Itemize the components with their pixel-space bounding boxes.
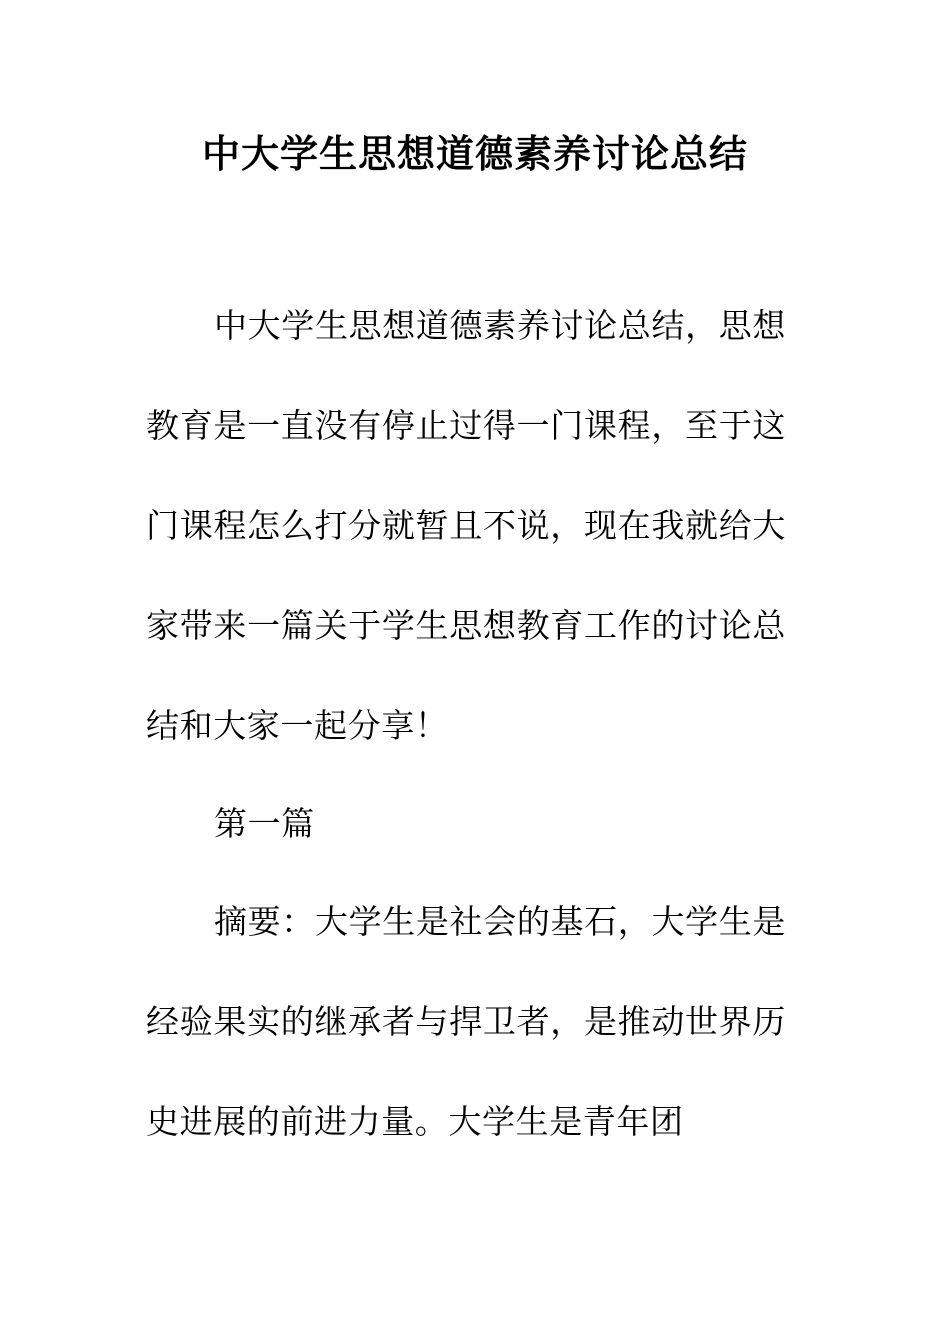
abstract-paragraph: 摘要：大学生是社会的基石，大学生是经验果实的继承者与捍卫者，是推动世界历史进展的前进力量。大学生是青年团 [146,902,786,1141]
section-heading: 第一篇 [214,804,315,843]
intro-paragraph: 中大学生思想道德素养讨论总结，思想教育是一直没有停止过得一门课程，至于这门课程怎么打分就暂且不说，现在我就给大家带来一篇关于学生思想教育工作的讨论总结和大家一起分享！ [146,306,786,745]
document-title: 中大学生思想道德素养讨论总结 [201,131,748,176]
